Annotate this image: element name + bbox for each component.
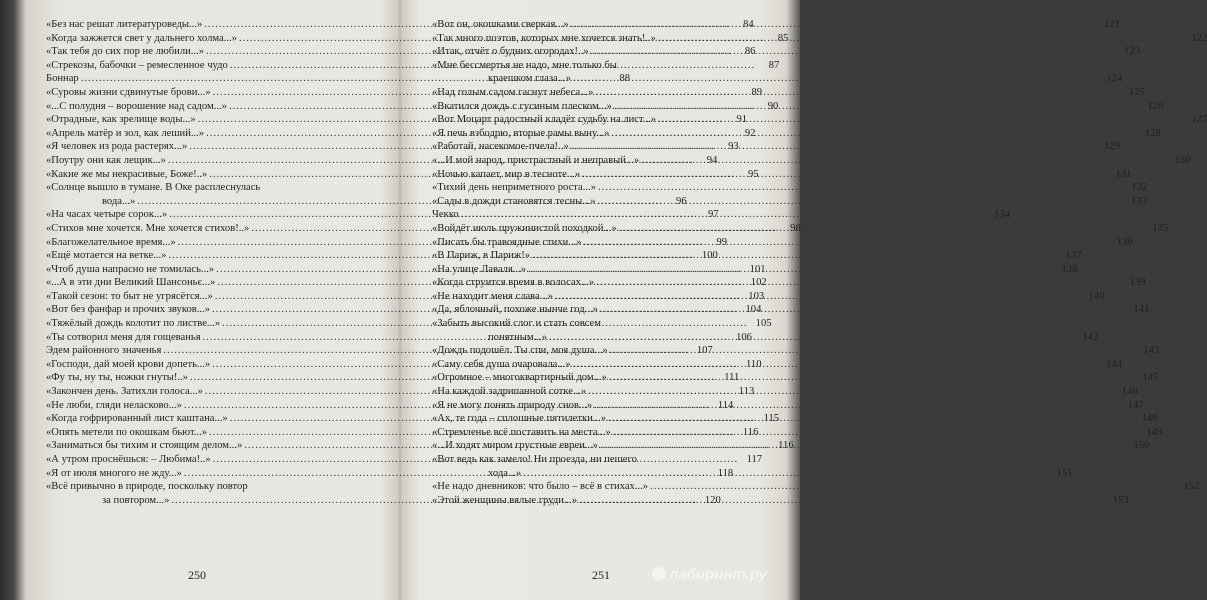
toc-entry-title: «Мне бессмертья не надо, мне только бы (432, 59, 617, 71)
toc-entry-page: 90 (767, 100, 779, 112)
labirint-logo-icon (652, 567, 666, 581)
toc-entry-page: 91 (736, 114, 748, 126)
toc-entry (432, 208, 1011, 222)
toc-leader-dots (594, 399, 1119, 413)
toc-entry-page: 116 (778, 440, 794, 452)
toc-entry-title: «Стихов мне хочется. Мне хочется стихов!..» (46, 222, 250, 234)
toc-leader-dots (600, 439, 1125, 453)
toc-entry-title: «Я от июля многого не жду...» (46, 467, 182, 479)
toc-entry-title: Боннар (46, 73, 79, 85)
toc-entry-title: понятным...» (488, 331, 547, 343)
toc-entry (432, 399, 1144, 413)
toc-entry-page: 115 (763, 413, 780, 425)
toc-entry-title: «Чтоб душа напрасно не томилась...» (46, 263, 215, 275)
toc-entry-page: 150 (1133, 440, 1150, 452)
toc-entry-page: 94 (706, 154, 718, 166)
toc-entry-title: «Стремленье всё поставить на места...» (432, 426, 611, 438)
toc-leader-dots (571, 140, 1096, 154)
toc-entry-title: «Дождь подошёл. Ты спи, моя душа...» (432, 345, 608, 357)
toc-entry-page: 136 (1117, 236, 1133, 248)
toc-entry-title: «Так тебя до сих пор не любили...» (46, 46, 205, 58)
toc-entry-title: «Всё привычно в природе, поскольку повтор (46, 481, 248, 493)
toc-entry-title: «Я человек из рода растерях...» (46, 141, 188, 153)
toc-entry-page: 103 (748, 290, 765, 302)
toc-entry-page: 110 (746, 358, 762, 370)
toc-entry (432, 494, 1129, 508)
toc-leader-dots (608, 412, 1133, 426)
toc-entry (432, 331, 1099, 345)
toc-entry (432, 358, 1122, 372)
toc-entry-page: 128 (1144, 127, 1161, 139)
toc-entry-page: 96 (676, 195, 687, 207)
toc-entry-title: «Этой женщины вялые груди...» (432, 494, 578, 506)
toc-entry-page: 144 (1106, 358, 1122, 370)
toc-entry-title: «Я не могу понять природу снов...» (432, 399, 593, 411)
toc-entry-page: 123 (1124, 46, 1141, 58)
toc-entry-title: «Не люби, гляди нелаcково...» (46, 399, 182, 411)
toc-entry-page: 133 (1130, 195, 1147, 207)
toc-entry (432, 113, 1207, 127)
toc-entry-page: 104 (745, 304, 762, 316)
toc-entry-page: 86 (744, 46, 756, 58)
toc-entry-title: «Без нас решат литературоведы...» (46, 19, 203, 30)
toc-entry-page: 107 (696, 345, 713, 357)
toc-leader-dots (600, 303, 1125, 317)
toc-entry-page: 130 (1174, 154, 1191, 166)
toc-entry-title: «Стрекозы, бабочки – ремесленное чудо (46, 59, 228, 71)
toc-entry-title: «Отрадные, как зрелище воды...» (46, 114, 196, 126)
toc-entry-title: «Вот ведь как замело! Ни проезда, ни пешего (432, 454, 637, 465)
toc-entry-page: 127 (1191, 114, 1207, 126)
toc-entry (432, 140, 1121, 154)
toc-entry-page: 118 (717, 467, 734, 479)
toc-entry-page: 106 (736, 331, 752, 343)
toc-entry-title: «А утром проснёшься: – Любима!..» (46, 454, 211, 465)
toc-entry-title: «Суровы жизни сдвинутые брови...» (46, 86, 211, 98)
toc-entry-title: «Такой сезон: то быт не угрясётся...» (46, 290, 213, 302)
toc-entry-page: 139 (1129, 277, 1146, 289)
toc-entry-title: «Фу ты, ну ты, ножки гнуты!..» (46, 372, 188, 384)
toc-entry-page: 87 (768, 59, 780, 71)
toc-entry-page: 126 (1147, 100, 1164, 112)
toc-leader-dots (658, 113, 1183, 127)
toc-entry-page: 153 (1112, 494, 1129, 506)
toc-entry-title: «На часах четыре сорок...» (46, 209, 168, 221)
toc-entry-page: 102 (750, 277, 767, 289)
toc-entry-title: «Какие же мы некрасивые, Боже!..» (46, 168, 208, 180)
toc-entry (432, 344, 1160, 358)
toc-leader-dots (591, 45, 1116, 59)
page-number-right: 251 (592, 568, 610, 582)
toc-entry-page: 99 (716, 236, 728, 248)
toc-entry (432, 195, 1147, 209)
toc-entry-title: «На каждой задрипанной сотке...» (432, 386, 587, 398)
toc-entry (432, 45, 1141, 59)
toc-leader-dots (658, 32, 1183, 46)
toc-entry (432, 181, 1148, 195)
toc-entry-page: 132 (1131, 182, 1148, 194)
toc-leader-dots (549, 331, 1074, 345)
toc-leader-dots (595, 86, 1120, 100)
toc-entry-page: 114 (717, 399, 734, 411)
toc-entry-page: 137 (1065, 250, 1082, 262)
toc-entry-title: «Не надо дневников: что было – всё в стихах...» (432, 481, 649, 493)
toc-entry-title: «Солнце вышло в тумане. В Оке расплеснулась (46, 182, 261, 194)
toc-entry-page: 131 (1115, 168, 1132, 180)
toc-entry-title: «Вот без фанфар и прочих звуков...» (46, 304, 210, 316)
toc-entry-title: хода...» (488, 467, 522, 479)
toc-leader-dots (555, 290, 1080, 304)
toc-leader-dots (523, 467, 1048, 481)
toc-entry-title: «Когда зажжется свет у дальнего холма...» (46, 32, 237, 44)
toc-entry (432, 18, 1120, 32)
toc-entry-title: «Когда струится время в волосах...» (432, 277, 595, 289)
toc-entry-title: вода...» (102, 195, 136, 207)
toc-entry (432, 453, 768, 467)
toc-entry-title: «...А в эти дни Великий Шансоньє...» (46, 277, 216, 289)
toc-leader-dots (609, 371, 1134, 385)
toc-entry-title: «Опять метели по окошкам бьют...» (46, 426, 208, 438)
toc-entry-page: 152 (1183, 481, 1200, 493)
toc-entry (432, 317, 768, 331)
toc-entry-page: 143 (1143, 345, 1160, 357)
toc-entry-title: «Господи, дай моей крови допеть...» (46, 358, 211, 370)
toc-entry-page: 105 (755, 318, 772, 330)
toc-entry-title: «Войдёт июль пружинистой походкой...» (432, 222, 617, 234)
toc-entry (432, 168, 1132, 182)
toc-entry-page: 89 (751, 86, 763, 98)
toc-entry-title: «Ты сотворил меня для гощеванья (46, 331, 201, 343)
toc-leader-dots (619, 222, 1144, 236)
toc-leader-dots (588, 385, 1113, 399)
toc-entry-page: 85 (777, 32, 789, 44)
toc-entry-title: «Над голым садом гаснут небеса...» (432, 86, 594, 98)
toc-entry (432, 154, 1191, 168)
toc-entry-title: краешком глаза...» (488, 73, 571, 85)
toc-entry-title: «Заниматься бы тихим и стоящим делом...» (46, 440, 243, 452)
toc-leader-dots (573, 72, 1098, 86)
toc-entry-page: 125 (1128, 86, 1145, 98)
toc-leader-dots (598, 181, 1123, 195)
toc-entry-title: «Огромное – многоквартирный дом...» (432, 372, 607, 384)
toc-entry-title: «Так много поэтов, которых мне хочется знать!..» (432, 32, 656, 44)
toc-leader-dots (598, 195, 1123, 209)
toc-entry-page: 88 (619, 73, 631, 85)
toc-entry-title: Эдем районного значенья (46, 345, 162, 357)
toc-leader-dots (582, 168, 1107, 182)
toc-entry-page: 117 (746, 454, 763, 465)
toc-entry-page: 120 (704, 494, 721, 506)
toc-entry-title: «Вот Моцарт радостный кладёт судьбу на лист...» (432, 114, 657, 126)
toc-entry (432, 249, 1082, 263)
toc-entry-page: 142 (1082, 331, 1099, 343)
toc-entry-page: 124 (1106, 73, 1123, 85)
toc-entry-page: 149 (1146, 426, 1163, 438)
toc-entry-title: «Благожелательное время...» (46, 236, 176, 248)
toc-leader-dots (610, 344, 1135, 358)
toc-entry-title: «Тяжёлый дождь колотит по листве...» (46, 318, 221, 330)
toc-entry (432, 72, 1123, 86)
toc-entry-page: 148 (1141, 413, 1158, 425)
toc-entry-title: «...И ходят миром грустные евреи...» (432, 440, 598, 452)
toc-entry (432, 385, 1138, 399)
toc-entry-title: «Закончен день. Затихли голоса...» (46, 386, 203, 398)
toc-entry-title: за повтором...» (102, 494, 170, 506)
toc-entry (432, 303, 1150, 317)
toc-entry-page: 92 (744, 127, 756, 139)
toc-entry-title: «Когда гофрированный лист каштана...» (46, 413, 228, 425)
toc-entry (432, 480, 1200, 494)
toc-entry-page: 122 (1191, 32, 1207, 44)
toc-entry (432, 467, 1073, 481)
toc-leader-dots (614, 100, 1139, 114)
toc-entry-page: 121 (1104, 19, 1120, 30)
toc-entry-title: «Итак, отчёт о будних огородах!..» (432, 46, 589, 58)
toc-leader-dots (584, 236, 1109, 250)
toc-entry-page: 101 (749, 263, 766, 275)
toc-entry-page: 97 (708, 209, 719, 221)
toc-entry-title: «Ночью капает, мир в тесноте...» (432, 168, 581, 180)
toc-entry-title: «Забыть высокий слог и стать совсем (432, 318, 601, 330)
toc-entry-title: «Апрель матёр и зол, как леший...» (46, 127, 205, 139)
toc-entry-title: «Ещё мотается на ветке...» (46, 250, 167, 262)
toc-entry-page: 134 (994, 209, 1011, 221)
toc-leader-dots (613, 426, 1138, 440)
toc-entry-page: 141 (1133, 304, 1150, 316)
toc-entry-page: 147 (1127, 399, 1144, 411)
toc-entry (432, 236, 1133, 250)
toc-entry-title: «Поутру они как лещик...» (46, 154, 166, 166)
toc-leader-dots (650, 480, 1175, 494)
toc-entry-title: «Работай, насекомое-пчела!..» (432, 141, 569, 153)
toc-leader-dots (573, 358, 1098, 372)
toc-entry-title: «Я печь взбодрю, вторые рамы выну...» (432, 127, 610, 139)
toc-entry-page: 111 (724, 372, 740, 384)
toc-entry (432, 290, 1105, 304)
toc-entry (432, 426, 1163, 440)
toc-leader-dots (528, 263, 1053, 277)
toc-entry-title: «Писать бы травоядные стихи...» (432, 236, 582, 248)
toc-leader-dots (571, 18, 1096, 32)
toc-entry (432, 276, 1146, 290)
toc-entry-page: 100 (701, 250, 718, 262)
watermark-text: лабиринт.ру (669, 566, 767, 583)
toc-entry (432, 127, 1161, 141)
toc-entry-page: 116 (742, 426, 759, 438)
toc-entry-title: «Да, яблочный, похоже нынче год...» (432, 304, 598, 316)
page-number-left: 250 (188, 568, 206, 582)
toc-entry-title: «Ах, те года – сплошные пятилетки...» (432, 413, 607, 425)
toc-entry-page: 145 (1142, 372, 1159, 384)
toc-leader-dots (611, 127, 1136, 141)
toc-entry-title: «На улице Лаваля...» (432, 263, 527, 275)
toc-entry-page: 95 (748, 168, 759, 180)
toc-entry-title: «Тихий день неприметного роста...» (432, 182, 596, 194)
toc-entry-title: «...С полудня – ворошение над садом...» (46, 100, 227, 112)
toc-leader-dots (461, 208, 986, 222)
watermark (652, 566, 767, 583)
toc-leader-dots (579, 494, 1104, 508)
toc-entry-page: 84 (743, 19, 754, 30)
toc-leader-dots (596, 276, 1121, 290)
toc-entry-page: 113 (738, 386, 755, 398)
toc-leader-dots (641, 154, 1166, 168)
toc-entry-page: 140 (1088, 290, 1105, 302)
toc-entry (46, 181, 352, 195)
toc-entry-page: 146 (1121, 386, 1138, 398)
toc-entry (432, 263, 1078, 277)
toc-entry-title: Чекко (432, 209, 459, 221)
toc-entry-title: «...И мой народ, пристрастный и неправый...» (432, 154, 640, 166)
toc-entry-title: «Вот он, окошками сверкая...» (432, 19, 569, 30)
toc-entry-title: «В Париж, в Париж!» (432, 250, 531, 262)
toc-entry-page: 135 (1152, 222, 1169, 234)
toc-entry-page: 98 (790, 222, 801, 234)
toc-entry-title: «Саму себя душа очаровала...» (432, 358, 571, 370)
toc-leader-dots (532, 249, 1057, 263)
toc-entry-page: 93 (728, 141, 739, 153)
toc-entry-page: 138 (1061, 263, 1078, 275)
toc-entry (432, 371, 1159, 385)
toc-entry (432, 59, 768, 73)
toc-entry-title: «Вкатился дождь с гусиным плеском...» (432, 100, 612, 112)
toc-entry (432, 86, 1145, 100)
toc-entry-title: «Не находит меня слава...» (432, 290, 553, 302)
toc-entry (46, 480, 352, 494)
toc-entry-page: 151 (1056, 467, 1073, 479)
toc-entry-page: 129 (1104, 141, 1121, 153)
toc-entry-title: «Сады в дожди становятся тесны...» (432, 195, 596, 207)
